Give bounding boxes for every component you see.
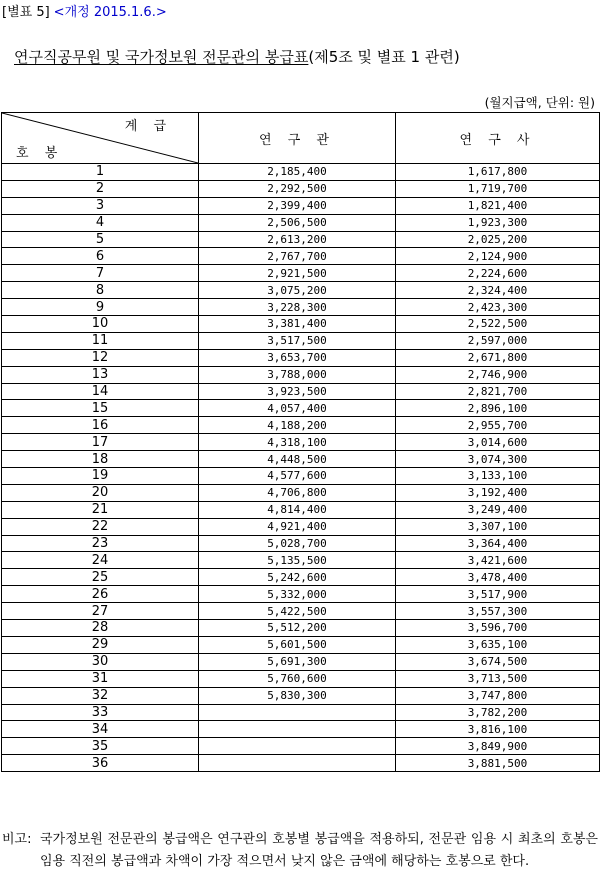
table-header-row xyxy=(2,113,600,164)
official-pay-cell: 2,767,700 xyxy=(199,248,396,265)
researcher-pay-cell: 2,896,100 xyxy=(396,400,600,417)
researcher-pay-cell: 3,713,500 xyxy=(396,670,600,687)
official-pay-cell: 5,760,600 xyxy=(199,670,396,687)
table-row xyxy=(2,197,600,214)
step-cell: 29 xyxy=(2,636,199,653)
researcher-pay-cell: 3,074,300 xyxy=(396,451,600,468)
researcher-pay-cell: 1,821,400 xyxy=(396,197,600,214)
table-row xyxy=(2,400,600,417)
table-row xyxy=(2,704,600,721)
table-row xyxy=(2,451,600,468)
remark-text: 국가정보원 전문관의 봉급액은 연구관의 호봉별 봉급액을 적용하되, 전문관 임용 시 최초의 호봉은 임용 직전의 봉급액과 차액이 가장 적으면서 낮지 않은 금액에 해당하는 호봉으로 한다. xyxy=(40,832,598,869)
table-row xyxy=(2,620,600,637)
table-row xyxy=(2,164,600,181)
table-row xyxy=(2,265,600,282)
researcher-pay-cell: 3,133,100 xyxy=(396,468,600,485)
researcher-pay-cell: 2,324,400 xyxy=(396,282,600,299)
step-cell: 25 xyxy=(2,569,199,586)
researcher-pay-cell: 3,849,900 xyxy=(396,738,600,755)
table-row xyxy=(2,434,600,451)
table-row xyxy=(2,349,600,366)
researcher-pay-cell: 3,517,900 xyxy=(396,586,600,603)
table-row xyxy=(2,670,600,687)
step-cell: 16 xyxy=(2,417,199,434)
step-cell: 15 xyxy=(2,400,199,417)
table-row xyxy=(2,417,600,434)
official-pay-cell: 4,188,200 xyxy=(199,417,396,434)
title-suffix: (제5조 및 별표 1 관련) xyxy=(308,48,460,66)
table-body xyxy=(2,164,600,772)
annex-label: [별표 5] xyxy=(2,5,50,20)
official-pay-cell xyxy=(199,704,396,721)
step-cell: 21 xyxy=(2,501,199,518)
researcher-pay-cell: 3,478,400 xyxy=(396,569,600,586)
official-pay-cell: 3,923,500 xyxy=(199,383,396,400)
table-row xyxy=(2,687,600,704)
official-pay-cell: 5,028,700 xyxy=(199,535,396,552)
step-cell: 2 xyxy=(2,180,199,197)
title-main: 연구직공무원 및 국가정보원 전문관의 봉급표 xyxy=(14,48,309,66)
researcher-pay-cell: 3,816,100 xyxy=(396,721,600,738)
table-row xyxy=(2,468,600,485)
table-row xyxy=(2,552,600,569)
step-cell: 22 xyxy=(2,518,199,535)
researcher-pay-cell: 1,617,800 xyxy=(396,164,600,181)
table-row xyxy=(2,248,600,265)
researcher-pay-cell: 2,671,800 xyxy=(396,349,600,366)
pay-table xyxy=(1,112,600,772)
step-cell: 19 xyxy=(2,468,199,485)
official-pay-cell: 4,921,400 xyxy=(199,518,396,535)
researcher-pay-cell: 2,025,200 xyxy=(396,231,600,248)
official-pay-cell: 3,381,400 xyxy=(199,316,396,333)
researcher-pay-cell: 3,421,600 xyxy=(396,552,600,569)
researcher-pay-cell: 3,557,300 xyxy=(396,603,600,620)
researcher-pay-cell: 1,923,300 xyxy=(396,214,600,231)
researcher-pay-cell: 3,881,500 xyxy=(396,755,600,772)
step-cell: 24 xyxy=(2,552,199,569)
step-cell: 20 xyxy=(2,484,199,501)
researcher-pay-cell: 2,955,700 xyxy=(396,417,600,434)
official-pay-cell: 3,075,200 xyxy=(199,282,396,299)
researcher-pay-cell: 3,249,400 xyxy=(396,501,600,518)
step-cell: 32 xyxy=(2,687,199,704)
researcher-pay-cell: 2,124,900 xyxy=(396,248,600,265)
researcher-pay-cell: 3,782,200 xyxy=(396,704,600,721)
official-pay-cell: 2,613,200 xyxy=(199,231,396,248)
table-row xyxy=(2,653,600,670)
table-row xyxy=(2,316,600,333)
official-pay-cell: 5,135,500 xyxy=(199,552,396,569)
step-cell: 33 xyxy=(2,704,199,721)
table-row xyxy=(2,603,600,620)
col-header-researcher: 연 구 사 xyxy=(396,113,600,164)
step-cell: 28 xyxy=(2,620,199,637)
researcher-pay-cell: 3,674,500 xyxy=(396,653,600,670)
researcher-pay-cell: 2,224,600 xyxy=(396,265,600,282)
researcher-pay-cell: 2,821,700 xyxy=(396,383,600,400)
official-pay-cell xyxy=(199,721,396,738)
table-row xyxy=(2,332,600,349)
step-cell: 5 xyxy=(2,231,199,248)
unit-note: (월지급액, 단위: 원) xyxy=(484,95,595,110)
step-cell: 1 xyxy=(2,164,199,181)
official-pay-cell: 4,814,400 xyxy=(199,501,396,518)
official-pay-cell: 3,517,500 xyxy=(199,332,396,349)
table-row xyxy=(2,214,600,231)
official-pay-cell: 2,399,400 xyxy=(199,197,396,214)
table-row xyxy=(2,755,600,772)
step-cell: 7 xyxy=(2,265,199,282)
researcher-pay-cell: 2,597,000 xyxy=(396,332,600,349)
step-cell: 3 xyxy=(2,197,199,214)
official-pay-cell: 5,242,600 xyxy=(199,569,396,586)
amendment-link[interactable]: <개정 2015.1.6.> xyxy=(53,5,167,20)
official-pay-cell: 5,512,200 xyxy=(199,620,396,637)
step-cell: 11 xyxy=(2,332,199,349)
step-cell: 35 xyxy=(2,738,199,755)
official-pay-cell: 5,422,500 xyxy=(199,603,396,620)
step-cell: 23 xyxy=(2,535,199,552)
researcher-pay-cell: 3,307,100 xyxy=(396,518,600,535)
researcher-pay-cell: 2,746,900 xyxy=(396,366,600,383)
corner-label-step: 호 봉 xyxy=(16,146,64,161)
step-cell: 9 xyxy=(2,299,199,316)
step-cell: 31 xyxy=(2,670,199,687)
researcher-pay-cell: 3,014,600 xyxy=(396,434,600,451)
table-row xyxy=(2,636,600,653)
table-row xyxy=(2,501,600,518)
step-cell: 4 xyxy=(2,214,199,231)
researcher-pay-cell: 3,635,100 xyxy=(396,636,600,653)
official-pay-cell: 5,691,300 xyxy=(199,653,396,670)
step-cell: 13 xyxy=(2,366,199,383)
step-cell: 36 xyxy=(2,755,199,772)
researcher-pay-cell: 2,522,500 xyxy=(396,316,600,333)
step-cell: 30 xyxy=(2,653,199,670)
step-cell: 26 xyxy=(2,586,199,603)
official-pay-cell: 2,921,500 xyxy=(199,265,396,282)
official-pay-cell: 3,228,300 xyxy=(199,299,396,316)
official-pay-cell: 3,788,000 xyxy=(199,366,396,383)
official-pay-cell: 2,506,500 xyxy=(199,214,396,231)
official-pay-cell: 5,830,300 xyxy=(199,687,396,704)
researcher-pay-cell: 3,747,800 xyxy=(396,687,600,704)
table-row xyxy=(2,535,600,552)
researcher-pay-cell: 3,364,400 xyxy=(396,535,600,552)
step-cell: 6 xyxy=(2,248,199,265)
table-row xyxy=(2,231,600,248)
official-pay-cell xyxy=(199,755,396,772)
table-row xyxy=(2,721,600,738)
annex-header xyxy=(2,1,167,20)
table-row xyxy=(2,282,600,299)
official-pay-cell xyxy=(199,738,396,755)
researcher-pay-cell: 3,192,400 xyxy=(396,484,600,501)
step-cell: 10 xyxy=(2,316,199,333)
step-cell: 12 xyxy=(2,349,199,366)
step-cell: 34 xyxy=(2,721,199,738)
official-pay-cell: 4,448,500 xyxy=(199,451,396,468)
step-cell: 8 xyxy=(2,282,199,299)
official-pay-cell: 2,292,500 xyxy=(199,180,396,197)
official-pay-cell: 5,601,500 xyxy=(199,636,396,653)
table-row xyxy=(2,180,600,197)
official-pay-cell: 4,318,100 xyxy=(199,434,396,451)
official-pay-cell: 4,706,800 xyxy=(199,484,396,501)
researcher-pay-cell: 1,719,700 xyxy=(396,180,600,197)
corner-header-cell xyxy=(2,113,199,164)
step-cell: 17 xyxy=(2,434,199,451)
col-header-researcher-official: 연 구 관 xyxy=(199,113,396,164)
table-row xyxy=(2,366,600,383)
table-row xyxy=(2,299,600,316)
table-row xyxy=(2,586,600,603)
official-pay-cell: 4,577,600 xyxy=(199,468,396,485)
corner-label-grade: 계 급 xyxy=(124,119,172,134)
researcher-pay-cell: 2,423,300 xyxy=(396,299,600,316)
official-pay-cell: 5,332,000 xyxy=(199,586,396,603)
step-cell: 18 xyxy=(2,451,199,468)
remark-label: 비고: xyxy=(2,832,32,847)
step-cell: 27 xyxy=(2,603,199,620)
official-pay-cell: 2,185,400 xyxy=(199,164,396,181)
researcher-pay-cell: 3,596,700 xyxy=(396,620,600,637)
official-pay-cell: 4,057,400 xyxy=(199,400,396,417)
official-pay-cell: 3,653,700 xyxy=(199,349,396,366)
step-cell: 14 xyxy=(2,383,199,400)
table-row xyxy=(2,569,600,586)
document-title xyxy=(14,46,460,67)
table-row xyxy=(2,738,600,755)
table-row xyxy=(2,383,600,400)
table-row xyxy=(2,518,600,535)
remark-note xyxy=(2,829,598,873)
table-row xyxy=(2,484,600,501)
